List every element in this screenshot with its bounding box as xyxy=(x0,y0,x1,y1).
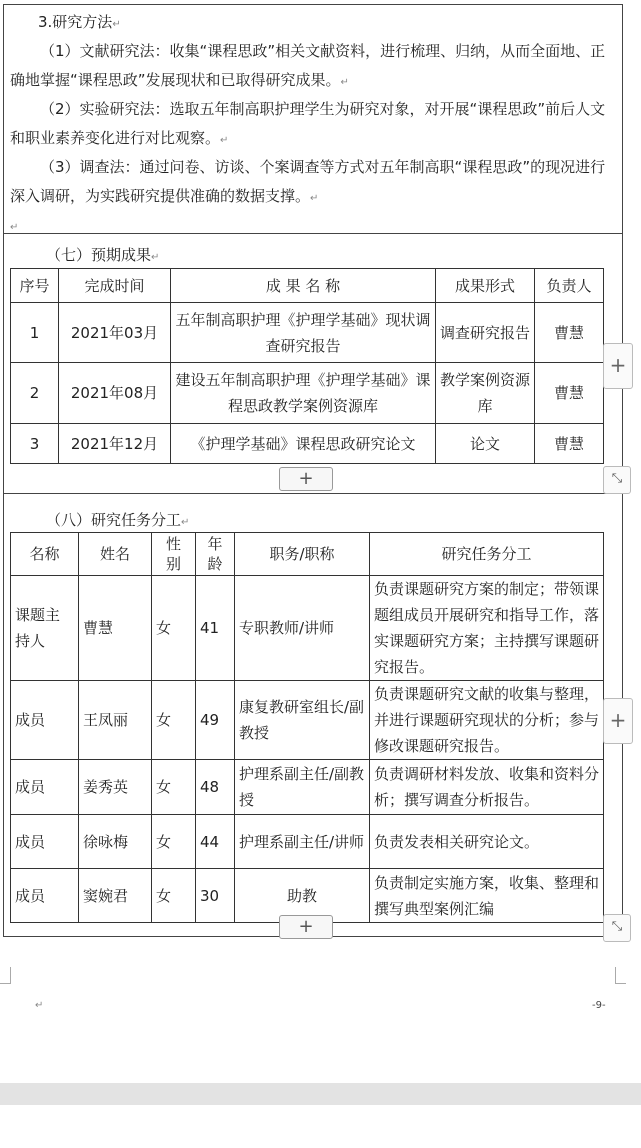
cell-name[interactable]: 王凤丽 xyxy=(79,681,152,760)
tasks-table xyxy=(10,532,604,923)
methods-heading: 3.研究方法↵ xyxy=(38,13,121,31)
cell-task[interactable]: 负责调研材料发放、收集和资料分析；撰写调查分析报告。 xyxy=(370,760,604,815)
cell-form[interactable]: 论文 xyxy=(436,424,535,464)
cell-sex[interactable]: 女 xyxy=(152,576,196,681)
col-header: 研究任务分工 xyxy=(370,533,604,576)
cell-owner[interactable]: 曹慧 xyxy=(535,303,604,363)
cell-form[interactable]: 调查研究报告 xyxy=(436,303,535,363)
method-item: （3）调查法：通过问卷、访谈、个案调查等方式对五年制高职“课程思政”的现况进行深入调研，为实践研究提供准确的数据支撑。↵ xyxy=(10,158,606,205)
cell-task[interactable]: 负责发表相关研究论文。 xyxy=(370,815,604,869)
table-resize-handle[interactable]: ⤡ xyxy=(603,466,631,494)
cell-role[interactable]: 成员 xyxy=(11,815,79,869)
cell-owner[interactable]: 曹慧 xyxy=(535,363,604,424)
cell-title[interactable]: 助教 xyxy=(235,869,370,923)
cell-age[interactable]: 41 xyxy=(196,576,235,681)
method-item: （2）实验研究法：选取五年制高职护理学生为研究对象，对开展“课程思政”前后人文和职业素养变化进行对比观察。↵ xyxy=(10,100,606,147)
col-header: 完成时间 xyxy=(59,269,171,303)
cell-role[interactable]: 课题主持人 xyxy=(11,576,79,681)
col-header: 序号 xyxy=(11,269,59,303)
cell-title[interactable]: 康复教研室组长/副教授 xyxy=(235,681,370,760)
cell-role[interactable]: 成员 xyxy=(11,760,79,815)
col-header: 职务/职称 xyxy=(235,533,370,576)
cell-age[interactable]: 44 xyxy=(196,815,235,869)
insert-column-button[interactable]: + xyxy=(603,343,633,389)
cell-name[interactable]: 窦婉君 xyxy=(79,869,152,923)
cell-name[interactable]: 五年制高职护理《护理学基础》现状调查研究报告 xyxy=(171,303,436,363)
cell-name[interactable]: 《护理学基础》课程思政研究论文 xyxy=(171,424,436,464)
page-gap xyxy=(0,1083,641,1105)
outcomes-table xyxy=(10,268,604,464)
cell-task[interactable]: 负责课题研究方案的制定；带领课题组成员开展研究和指导工作，落实课题研究方案；主持撰写课题研究报告。 xyxy=(370,576,604,681)
method-item: （1）文献研究法：收集“课程思政”相关文献资料，进行梳理、归纳，从而全面地、正确地掌握“课程思政”发展现状和已取得研究成果。↵ xyxy=(10,42,606,89)
col-header: 姓名 xyxy=(79,533,152,576)
empty-paragraph: ↵ xyxy=(10,222,19,233)
cell-sex[interactable]: 女 xyxy=(152,681,196,760)
add-row-button[interactable]: + xyxy=(279,467,333,491)
cell-role[interactable]: 成员 xyxy=(11,869,79,923)
cell-time[interactable]: 2021年08月 xyxy=(59,363,171,424)
cell-time[interactable]: 2021年12月 xyxy=(59,424,171,464)
cell-title[interactable]: 专职教师/讲师 xyxy=(235,576,370,681)
table-row xyxy=(11,815,604,869)
table-row xyxy=(11,760,604,815)
cell-name[interactable]: 姜秀英 xyxy=(79,760,152,815)
col-header: 名称 xyxy=(11,533,79,576)
col-header: 负责人 xyxy=(535,269,604,303)
cell-age[interactable]: 30 xyxy=(196,869,235,923)
cell-title[interactable]: 护理系副主任/讲师 xyxy=(235,815,370,869)
col-header: 成果形式 xyxy=(436,269,535,303)
tasks-title: （八）研究任务分工↵ xyxy=(46,511,190,529)
cell-title[interactable]: 护理系副主任/副教授 xyxy=(235,760,370,815)
cell-role[interactable]: 成员 xyxy=(11,681,79,760)
tasks-header-row xyxy=(11,533,604,576)
cell-no[interactable]: 3 xyxy=(11,424,59,464)
insert-column-button[interactable]: + xyxy=(603,698,633,744)
cell-no[interactable]: 1 xyxy=(11,303,59,363)
cell-task[interactable]: 负责课题研究文献的收集与整理，并进行课题研究现状的分析；参与修改课题研究报告。 xyxy=(370,681,604,760)
cell-age[interactable]: 49 xyxy=(196,681,235,760)
cell-name[interactable]: 曹慧 xyxy=(79,576,152,681)
page-number: -9- xyxy=(592,1000,606,1011)
cell-sex[interactable]: 女 xyxy=(152,869,196,923)
page-corner-mark xyxy=(615,967,626,984)
col-header: 成 果 名 称 xyxy=(171,269,436,303)
cell-age[interactable]: 48 xyxy=(196,760,235,815)
table-row xyxy=(11,363,604,424)
table-row xyxy=(11,303,604,363)
cell-task[interactable]: 负责制定实施方案，收集、整理和撰写典型案例汇编 xyxy=(370,869,604,923)
cell-form[interactable]: 教学案例资源库 xyxy=(436,363,535,424)
outcomes-title: （七）预期成果↵ xyxy=(46,246,160,264)
col-header: 年龄 xyxy=(196,533,235,576)
cell-no[interactable]: 2 xyxy=(11,363,59,424)
cell-time[interactable]: 2021年03月 xyxy=(59,303,171,363)
cell-sex[interactable]: 女 xyxy=(152,815,196,869)
cell-name[interactable]: 徐咏梅 xyxy=(79,815,152,869)
col-header: 性别 xyxy=(152,533,196,576)
table-row xyxy=(11,424,604,464)
table-row xyxy=(11,681,604,760)
paragraph-mark: ↵ xyxy=(35,1000,44,1011)
cell-owner[interactable]: 曹慧 xyxy=(535,424,604,464)
page-corner-mark xyxy=(0,967,11,984)
cell-name[interactable]: 建设五年制高职护理《护理学基础》课程思政教学案例资源库 xyxy=(171,363,436,424)
cell-sex[interactable]: 女 xyxy=(152,760,196,815)
table-resize-handle[interactable]: ⤡ xyxy=(603,914,631,942)
add-row-button[interactable]: + xyxy=(279,915,333,939)
table-row xyxy=(11,576,604,681)
outcomes-header-row xyxy=(11,269,604,303)
